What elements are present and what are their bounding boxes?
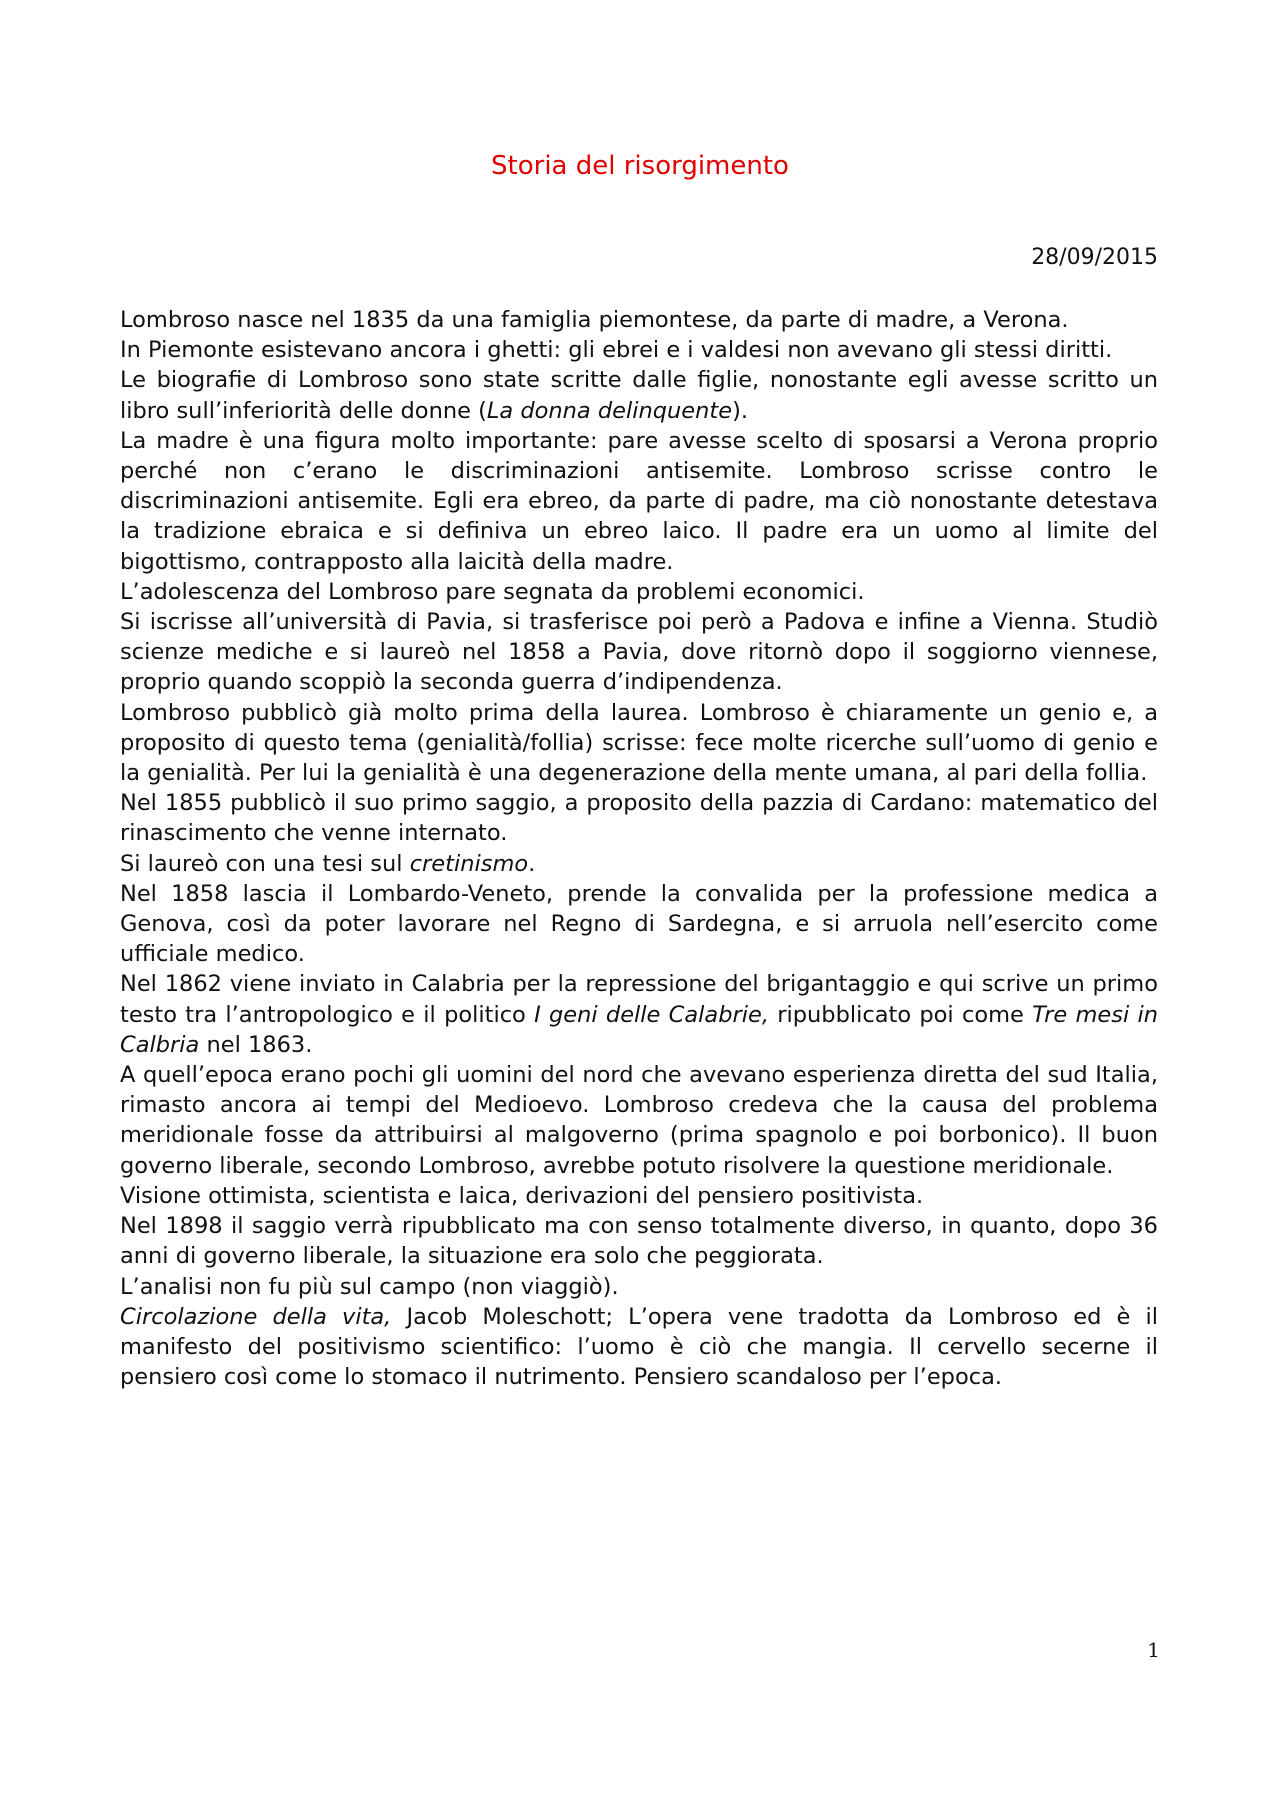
document-body [120,305,1158,1392]
paragraph [120,365,1158,425]
paragraph: Nel 1855 pubblicò il suo primo saggio, a proposito della pazzia di Cardano: matematico del rinascimento che venne internato. [120,790,1158,847]
paragraph [120,849,1158,879]
paragraph: Lombroso nasce nel 1835 da una famiglia piemontese, da parte di madre, a Verona. [120,307,1069,333]
paragraph: Lombroso pubblicò già molto prima della laurea. Lombroso è chiaramente un genio e, a proposito di questo tema (genialità/follia) scrisse: fece molte ricerche sull’uomo di genio e la genialità. Per lui la genialità è una degenerazione della mente umana, al pari della follia. [120,699,1158,787]
paragraph: L’analisi non fu più sul campo (non viaggiò). [120,1273,619,1300]
text-run: . [528,850,536,877]
book-title: La donna delinquente [486,397,733,424]
paragraph: A quell’epoca erano pochi gli uomini del nord che avevano esperienza diretta del sud Italia, rimasto ancora ai tempi del Medioevo. Lombroso credeva che la causa del problema meridionale fosse da attribuirsi al malgoverno (prima spagnolo e poi borbonico). Il buon governo liberale, secondo Lombroso, avrebbe potuto risolvere la questione meridionale. [120,1062,1158,1179]
paragraph: Visione ottimista, scientista e laica, derivazioni del pensiero positivista. [120,1182,924,1209]
document-date: 28/09/2015 [1031,245,1158,270]
paragraph: Nel 1898 il saggio verrà ripubblicato ma con senso totalmente diverso, in quanto, dopo 36 anni di governo liberale, la situazione era solo che peggiorata. [120,1213,1158,1270]
text-run: Jacob Moleschott; L’opera vene tradotta da Lombroso ed è il manifesto del positivismo scientifico: l’uomo è ciò che mangia. Il cervello secerne il pensiero così come lo stomaco il nutrimento. Pensiero scandaloso per l’epoca. [120,1303,1158,1391]
paragraph: In Piemonte esistevano ancora i ghetti: gli ebrei e i valdesi non avevano gli stessi diritti. [120,337,1113,364]
paragraph: La madre è una figura molto importante: pare avesse scelto di sposarsi a Verona proprio perché non c’erano le discriminazioni antisemite. Lombroso scrisse contro le discriminazioni antisemite. Egli era ebreo, da parte di padre, ma ciò nonostante detestava la tradizione ebraica e si definiva un ebreo laico. Il padre era un uomo al limite del bigottismo, contrapposto alla laicità della madre. [120,427,1158,575]
text-run: nel 1863. [199,1031,313,1058]
book-title: Tre mesi in Calbria [120,1001,1159,1058]
paragraph [120,969,1158,1060]
text-run: ripubblicato poi come [768,1001,1033,1028]
page-title: Storia del risorgimento [491,151,789,181]
text-run: Si laureò con una tesi sul [120,850,410,877]
text-run: Le biografie di Lombroso sono state scritte dalle figlie, nonostante egli avesse scritto un libro sull’inferiorità delle donne ( [120,367,1158,424]
paragraph: Nel 1858 lascia il Lombardo-Veneto, prende la convalida per la professione medica a Genova, così da poter lavorare nel Regno di Sardegna, e si arruola nell’esercito come ufficiale medico. [120,880,1158,968]
text-run: Nel 1862 viene inviato in Calabria per la repressione del brigantaggio e qui scrive un primo testo tra l’antropologico e il politico [120,971,1158,1028]
paragraph: L’adolescenza del Lombroso pare segnata da problemi economici. [120,578,865,605]
paragraph: Si iscrisse all’università di Pavia, si trasferisce poi però a Padova e infine a Vienna. Studiò scienze mediche e si laureò nel 1858 a Pavia, dove ritornò dopo il soggiorno viennese, proprio quando scoppiò la seconda guerra d’indipendenza. [120,609,1158,696]
italic-term: cretinismo [409,850,529,877]
paragraph [120,1302,1158,1393]
page-number: 1 [1147,1638,1160,1662]
book-title: I geni delle Calabrie, [534,1001,769,1028]
book-title: Circolazione della vita, [120,1303,392,1330]
text-run: ). [732,397,748,424]
